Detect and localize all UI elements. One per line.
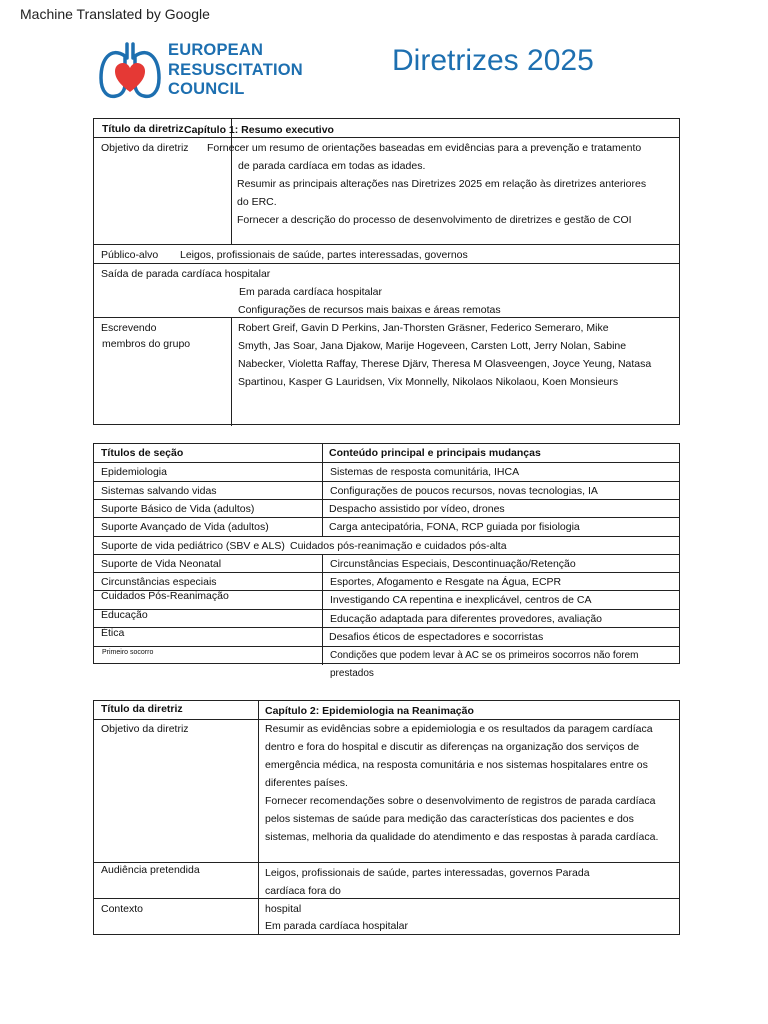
section-content: Desafios éticos de espectadores e socorristas xyxy=(329,631,544,643)
section-content: Sistemas de resposta comunitária, IHCA xyxy=(330,466,520,478)
objective-line: Resumir as principais alterações nas Diretrizes 2025 em relação às diretrizes anteriores xyxy=(237,178,647,190)
objective-line: diferentes países. xyxy=(265,777,348,789)
writing-member-line: Robert Greif, Gavin D Perkins, Jan-Thorsten Gräsner, Federico Semeraro, Mike xyxy=(238,322,609,334)
context-row xyxy=(94,898,679,936)
writing-label: Escrevendo xyxy=(101,322,157,334)
audience-value: Leigos, profissionais de saúde, partes interessadas, governos xyxy=(180,249,468,261)
section-title: Ética xyxy=(101,627,125,639)
section-title: Sistemas salvando vidas xyxy=(101,485,217,497)
machine-translated-note: Machine Translated by Google xyxy=(20,6,210,22)
objective-label: Objetivo da diretriz xyxy=(101,723,189,735)
writing-member-line: Nabecker, Violetta Raffay, Therese Djärv, Theresa M Olasveengen, Joyce Yeung, Natasa xyxy=(238,358,652,370)
logo-line: COUNCIL xyxy=(168,80,245,98)
section-title: Suporte Avançado de Vida (adultos) xyxy=(101,521,269,533)
table-row xyxy=(94,590,679,609)
objective-line: dentro e fora do hospital e discutir as diferenças na organização dos serviços de xyxy=(265,741,640,753)
section-content: Configurações de poucos recursos, novas tecnologias, IA xyxy=(330,485,598,497)
section-content: Despacho assistido por vídeo, drones xyxy=(329,503,505,515)
table-row xyxy=(94,499,679,517)
title-label: Título da diretriz xyxy=(102,123,184,135)
logo-line: EUROPEAN xyxy=(168,41,264,59)
objective-label: Objetivo da diretriz xyxy=(101,142,189,154)
section-title: Suporte de vida pediátrico (SBV e ALS) xyxy=(101,540,285,552)
context-line: Em parada cardíaca hospitalar xyxy=(265,920,408,932)
section-content: Circunstâncias Especiais, Descontinuação/Retenção xyxy=(330,558,576,570)
objective-row xyxy=(94,719,679,862)
audience-row xyxy=(94,862,679,898)
title-value: Capítulo 1: Resumo executivo xyxy=(184,124,334,136)
title-value: Capítulo 2: Epidemiologia na Reanimação xyxy=(265,705,474,717)
table-row xyxy=(94,481,679,499)
section-content: Carga antecipatória, FONA, RCP guiada por fisiologia xyxy=(329,521,580,533)
section-title: Circunstâncias especiais xyxy=(101,576,217,588)
objective-line: do ERC. xyxy=(237,196,277,208)
guideline-table-chapter-2 xyxy=(93,700,680,935)
context-label: Contexto xyxy=(101,903,144,915)
title-label: Título da diretriz xyxy=(101,703,183,715)
objective-row xyxy=(94,137,679,244)
guideline-table-chapter-1 xyxy=(93,118,680,425)
section-content: Condições que podem levar à AC se os primeiros socorros não forem prestados xyxy=(330,650,639,679)
section-title: Educação xyxy=(101,609,148,621)
audience-line: cardíaca fora do xyxy=(265,885,341,897)
section-title: Primeiro socorro xyxy=(102,649,154,656)
section-title: Suporte Básico de Vida (adultos) xyxy=(101,503,255,515)
section-titles-table xyxy=(93,443,680,679)
objective-line: Fornecer recomendações sobre o desenvolvimento de registros de parada cardíaca xyxy=(265,795,656,807)
exit-line: Configurações de recursos mais baixas e áreas remotas xyxy=(238,304,501,316)
table-row xyxy=(94,536,679,554)
table-row xyxy=(94,627,679,646)
exit-row xyxy=(94,263,679,317)
title-row xyxy=(94,119,679,138)
section-content: Educação adaptada para diferentes provedores, avaliação xyxy=(330,613,603,625)
objective-line: sistemas, melhoria da qualidade do atendimento e das respostas à parada cardíaca. xyxy=(265,831,659,843)
column-header: Conteúdo principal e principais mudanças xyxy=(329,447,541,459)
section-title: Cuidados Pós-Reanimação xyxy=(101,590,229,602)
writing-member-line: Spartinou, Kasper G Lauridsen, Vix Monnelly, Nikolaos Nikolaou, Koen Monsieurs xyxy=(238,376,619,388)
table-row xyxy=(94,554,679,572)
table-header-row xyxy=(94,444,679,463)
logo-line: RESUSCITATION xyxy=(168,60,303,79)
lungs-heart-icon xyxy=(98,40,162,102)
objective-line: Fornecer um resumo de orientações baseadas em evidências para a prevenção e tratamento xyxy=(207,142,642,154)
table-row xyxy=(94,609,679,627)
objective-line: Fornecer a descrição do processo de desenvolvimento de diretrizes e gestão de COI xyxy=(237,214,632,226)
document-title: Diretrizes 2025 xyxy=(392,44,594,77)
audience-row xyxy=(94,244,679,263)
section-content: Esportes, Afogamento e Resgate na Água, ECPR xyxy=(330,576,562,588)
title-row xyxy=(94,701,679,720)
table-row xyxy=(94,517,679,536)
column-header: Títulos de seção xyxy=(101,447,184,459)
writing-member-line: Smyth, Jas Soar, Jana Djakow, Marije Hogeveen, Carsten Lott, Jerry Nolan, Sabine xyxy=(238,340,627,352)
objective-line: pelos sistemas de saúde para medição das características dos pacientes e dos xyxy=(265,813,634,825)
section-content: Investigando CA repentina e inexplicável, centros de CA xyxy=(330,594,592,606)
context-line: hospital xyxy=(265,903,302,915)
objective-line: Resumir as evidências sobre a epidemiologia e os resultados da paragem cardíaca xyxy=(265,723,653,735)
audience-label: Público-alvo xyxy=(101,249,159,261)
section-content: Cuidados pós-reanimação e cuidados pós-alta xyxy=(290,540,507,552)
objective-line: emergência médica, na resposta comunitária e nos sistemas hospitalares entre os xyxy=(265,759,648,771)
audience-line: Leigos, profissionais de saúde, partes interessadas, governos Parada xyxy=(265,867,590,879)
writing-label: membros do grupo xyxy=(102,338,191,350)
erc-logo xyxy=(98,40,313,102)
exit-line: Em parada cardíaca hospitalar xyxy=(239,286,382,298)
table-row xyxy=(94,646,679,679)
section-title: Epidemiologia xyxy=(101,466,167,478)
audience-label: Audiência pretendida xyxy=(101,864,200,876)
section-title: Suporte de Vida Neonatal xyxy=(101,558,222,570)
table-row xyxy=(94,462,679,481)
objective-line: de parada cardíaca em todas as idades. xyxy=(238,160,426,172)
exit-label: Saída de parada cardíaca hospitalar xyxy=(101,268,271,280)
writing-group-row xyxy=(94,317,679,426)
